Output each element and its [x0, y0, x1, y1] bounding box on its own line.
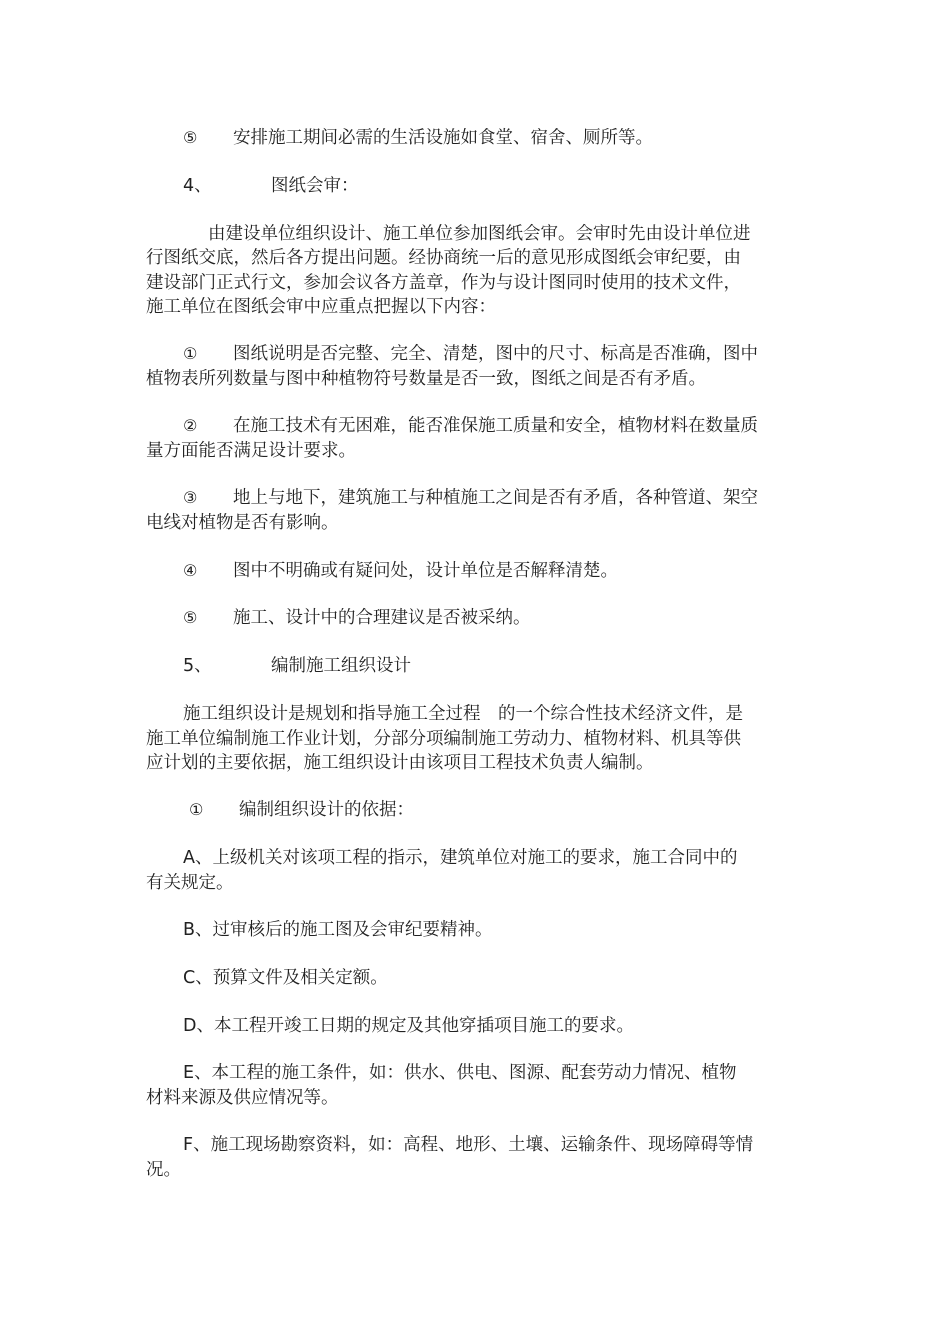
item-marker: ③	[183, 488, 198, 507]
item-text: 施工、设计中的合理建议是否被采纳。	[233, 608, 531, 628]
paragraph-line: 植物表所列数量与图中种植物符号数量是否一致，图纸之间是否有矛盾。	[146, 369, 706, 389]
paragraph-line: 由建设单位组织设计、施工单位参加图纸会审。会审时先由设计单位进	[208, 224, 751, 244]
paragraph-line: 有关规定。	[146, 873, 234, 893]
basis-item-c	[183, 966, 853, 990]
item-marker: ⑤	[183, 608, 198, 627]
paragraph-line: 建设部门正式行文，参加会议各方盖章，作为与设计图同时使用的技术文件，	[146, 273, 741, 293]
basis-item-e	[183, 1061, 853, 1085]
item-marker: ①	[189, 800, 204, 819]
review-item-3	[183, 486, 853, 510]
item-letter: A	[183, 848, 195, 868]
item-text: 图中不明确或有疑问处，设计单位是否解释清楚。	[233, 561, 618, 581]
item-text: 在施工技术有无困难，能否准保施工质量和安全，植物材料在数量质	[233, 416, 758, 436]
heading-number: 4、	[183, 176, 212, 196]
item-letter: D	[183, 1016, 197, 1036]
item-letter: B	[183, 920, 196, 940]
item-text: 编制组织设计的依据：	[239, 800, 414, 820]
section-heading-4	[183, 174, 853, 198]
basis-item-f	[183, 1133, 853, 1157]
basis-item-d	[183, 1014, 853, 1038]
item-text: 地上与地下，建筑施工与种植施工之间是否有矛盾，各种管道、架空	[233, 488, 758, 508]
item-marker: ①	[183, 344, 198, 363]
paragraph-line: 施工单位编制施工作业计划，分部分项编制施工劳动力、植物材料、机具等供	[146, 729, 741, 749]
item-text: 、本工程开竣工日期的规定及其他穿插项目施工的要求。	[196, 1016, 634, 1036]
paragraph-line: 电线对植物是否有影响。	[146, 513, 339, 533]
heading-text: 编制施工组织设计	[271, 656, 411, 676]
paragraph-line: 应计划的主要依据，施工组织设计由该项目工程技术负责人编制。	[146, 753, 654, 773]
review-item-2	[183, 414, 853, 438]
item-marker: ⑤	[183, 128, 198, 147]
item-letter: C	[183, 968, 196, 988]
paragraph-item-5-facilities	[183, 126, 853, 150]
subsection-heading-1	[189, 798, 859, 822]
paragraph-line: 行图纸交底，然后各方提出问题。经协商统一后的意见形成图纸会审纪要，由	[146, 248, 741, 268]
item-text: 、预算文件及相关定额。	[195, 968, 388, 988]
review-item-4	[183, 559, 853, 583]
item-letter: E	[183, 1063, 195, 1083]
item-text: 、施工现场勘察资料，如：高程、地形、土壤、运输条件、现场障碍等情	[193, 1135, 754, 1155]
paragraph-line: 量方面能否满足设计要求。	[146, 441, 356, 461]
item-text: 、上级机关对该项工程的指示，建筑单位对施工的要求，施工合同中的	[194, 848, 738, 868]
item-text: 、过审核后的施工图及会审纪要精神。	[195, 920, 493, 940]
basis-item-a	[183, 846, 853, 870]
paragraph-line: 材料来源及供应情况等。	[146, 1088, 339, 1108]
review-item-1	[183, 342, 853, 366]
item-text: 图纸说明是否完整、完全、清楚，图中的尺寸、标高是否准确，图中	[233, 344, 758, 364]
item-text: 、本工程的施工条件，如：供水、供电、图源、配套劳动力情况、植物	[194, 1063, 737, 1083]
paragraph-line: 况。	[146, 1160, 181, 1180]
heading-number: 5、	[183, 656, 212, 676]
item-marker: ④	[183, 561, 198, 580]
paragraph-line: 施工组织设计是规划和指导施工全过程 的一个综合性技术经济文件，是	[183, 704, 743, 724]
heading-text: 图纸会审：	[271, 176, 359, 196]
item-marker: ②	[183, 416, 198, 435]
item-text: 安排施工期间必需的生活设施如食堂、宿舍、厕所等。	[233, 128, 653, 148]
section-heading-5	[183, 654, 853, 678]
review-item-5	[183, 606, 853, 630]
paragraph-line: 施工单位在图纸会审中应重点把握以下内容：	[146, 297, 496, 317]
item-letter: F	[183, 1135, 194, 1155]
basis-item-b	[183, 918, 853, 942]
